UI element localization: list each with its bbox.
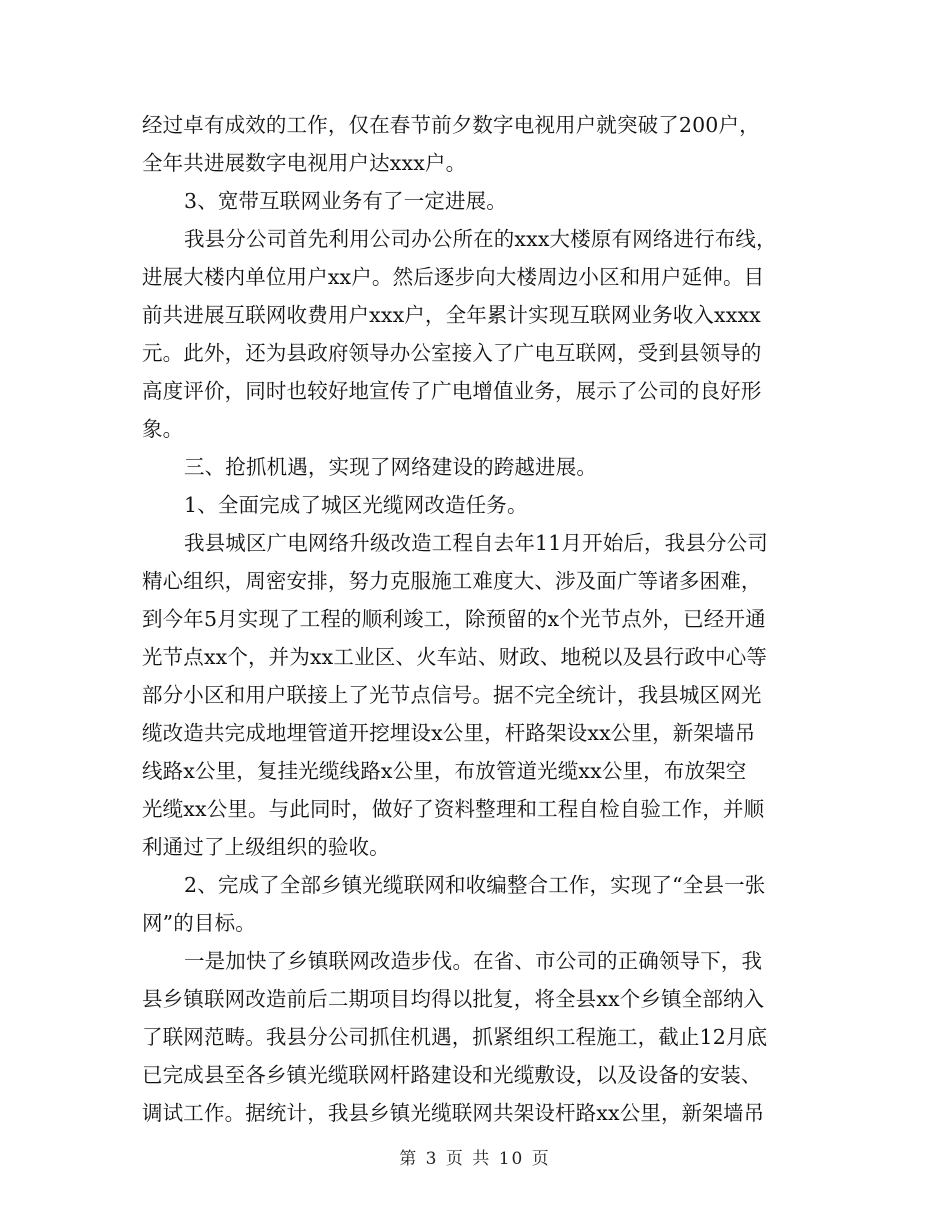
document-body xyxy=(142,106,810,1132)
text-line: 了联网范畴。我县分公司抓住机遇，抓紧组织工程施工，截止12月底 xyxy=(142,1025,768,1049)
text-line: 光缆xx公里。与此同时，做好了资料整理和工程自检自验工作，并顺 xyxy=(142,797,765,821)
text-line: 利通过了上级组织的验收。 xyxy=(142,835,390,859)
text-line: 元。此外，还为县政府领导办公室接入了广电互联网，受到县领导的 xyxy=(142,341,762,365)
subsection-heading: 2、完成了全部乡镇光缆联网和收编整合工作，实现了“全县一张 xyxy=(184,873,766,897)
text-line: 经过卓有成效的工作，仅在春节前夕数字电视用户就突破了200户， xyxy=(142,113,760,137)
text-line: 精心组织，周密安排，努力克服施工难度大、涉及面广等诸多困难， xyxy=(142,569,762,593)
text-line: 高度评价，同时也较好地宣传了广电增值业务，展示了公司的良好形 xyxy=(142,379,762,403)
text-line: 部分小区和用户联接上了光节点信号。据不完全统计，我县城区网光 xyxy=(142,683,762,707)
text-line: 网”的目标。 xyxy=(142,911,256,935)
text-line: 全年共进展数字电视用户达xxx户。 xyxy=(142,151,467,175)
section-heading: 3、宽带互联网业务有了一定进展。 xyxy=(184,189,507,213)
text-line: 前共进展互联网收费用户xxx户，全年累计实现互联网业务收入xxxx xyxy=(142,303,761,327)
text-line: 调试工作。据统计，我县乡镇光缆联网共架设杆路xx公里，新架墙吊 xyxy=(142,1101,765,1125)
page-number-footer: 第 3 页 共 10 页 xyxy=(399,1149,551,1169)
text-line: 缆改造共完成地埋管道开挖埋设x公里，杆路架设xx公里，新架墙吊 xyxy=(142,721,756,745)
paragraph-start: 一是加快了乡镇联网改造步伐。在省、市公司的正确领导下，我 xyxy=(184,949,763,973)
section-heading: 三、抢抓机遇，实现了网络建设的跨越进展。 xyxy=(184,455,597,479)
text-line: 象。 xyxy=(142,417,184,441)
text-line: 光节点xx个，并为xx工业区、火车站、财政、地税以及县行政中心等 xyxy=(142,645,768,669)
subsection-heading: 1、全面完成了城区光缆网改造任务。 xyxy=(184,493,528,517)
text-line: 已完成县至各乡镇光缆联网杆路建设和光缆敷设，以及设备的安装、 xyxy=(142,1063,762,1087)
paragraph-start: 我县分公司首先利用公司办公所在的xxx大楼原有网络进行布线， xyxy=(184,227,777,251)
text-line: 进展大楼内单位用户xx户。然后逐步向大楼周边小区和用户延伸。目 xyxy=(142,265,765,289)
paragraph-start: 我县城区广电网络升级改造工程自去年11月开始后，我县分公司 xyxy=(184,531,768,555)
text-line: 线路x公里，复挂光缆线路x公里，布放管道光缆xx公里，布放架空 xyxy=(142,759,747,783)
text-line: 县乡镇联网改造前后二期项目均得以批复，将全县xx个乡镇全部纳入 xyxy=(142,987,765,1011)
text-line: 到今年5月实现了工程的顺利竣工，除预留的x个光节点外，已经开通 xyxy=(142,607,766,631)
